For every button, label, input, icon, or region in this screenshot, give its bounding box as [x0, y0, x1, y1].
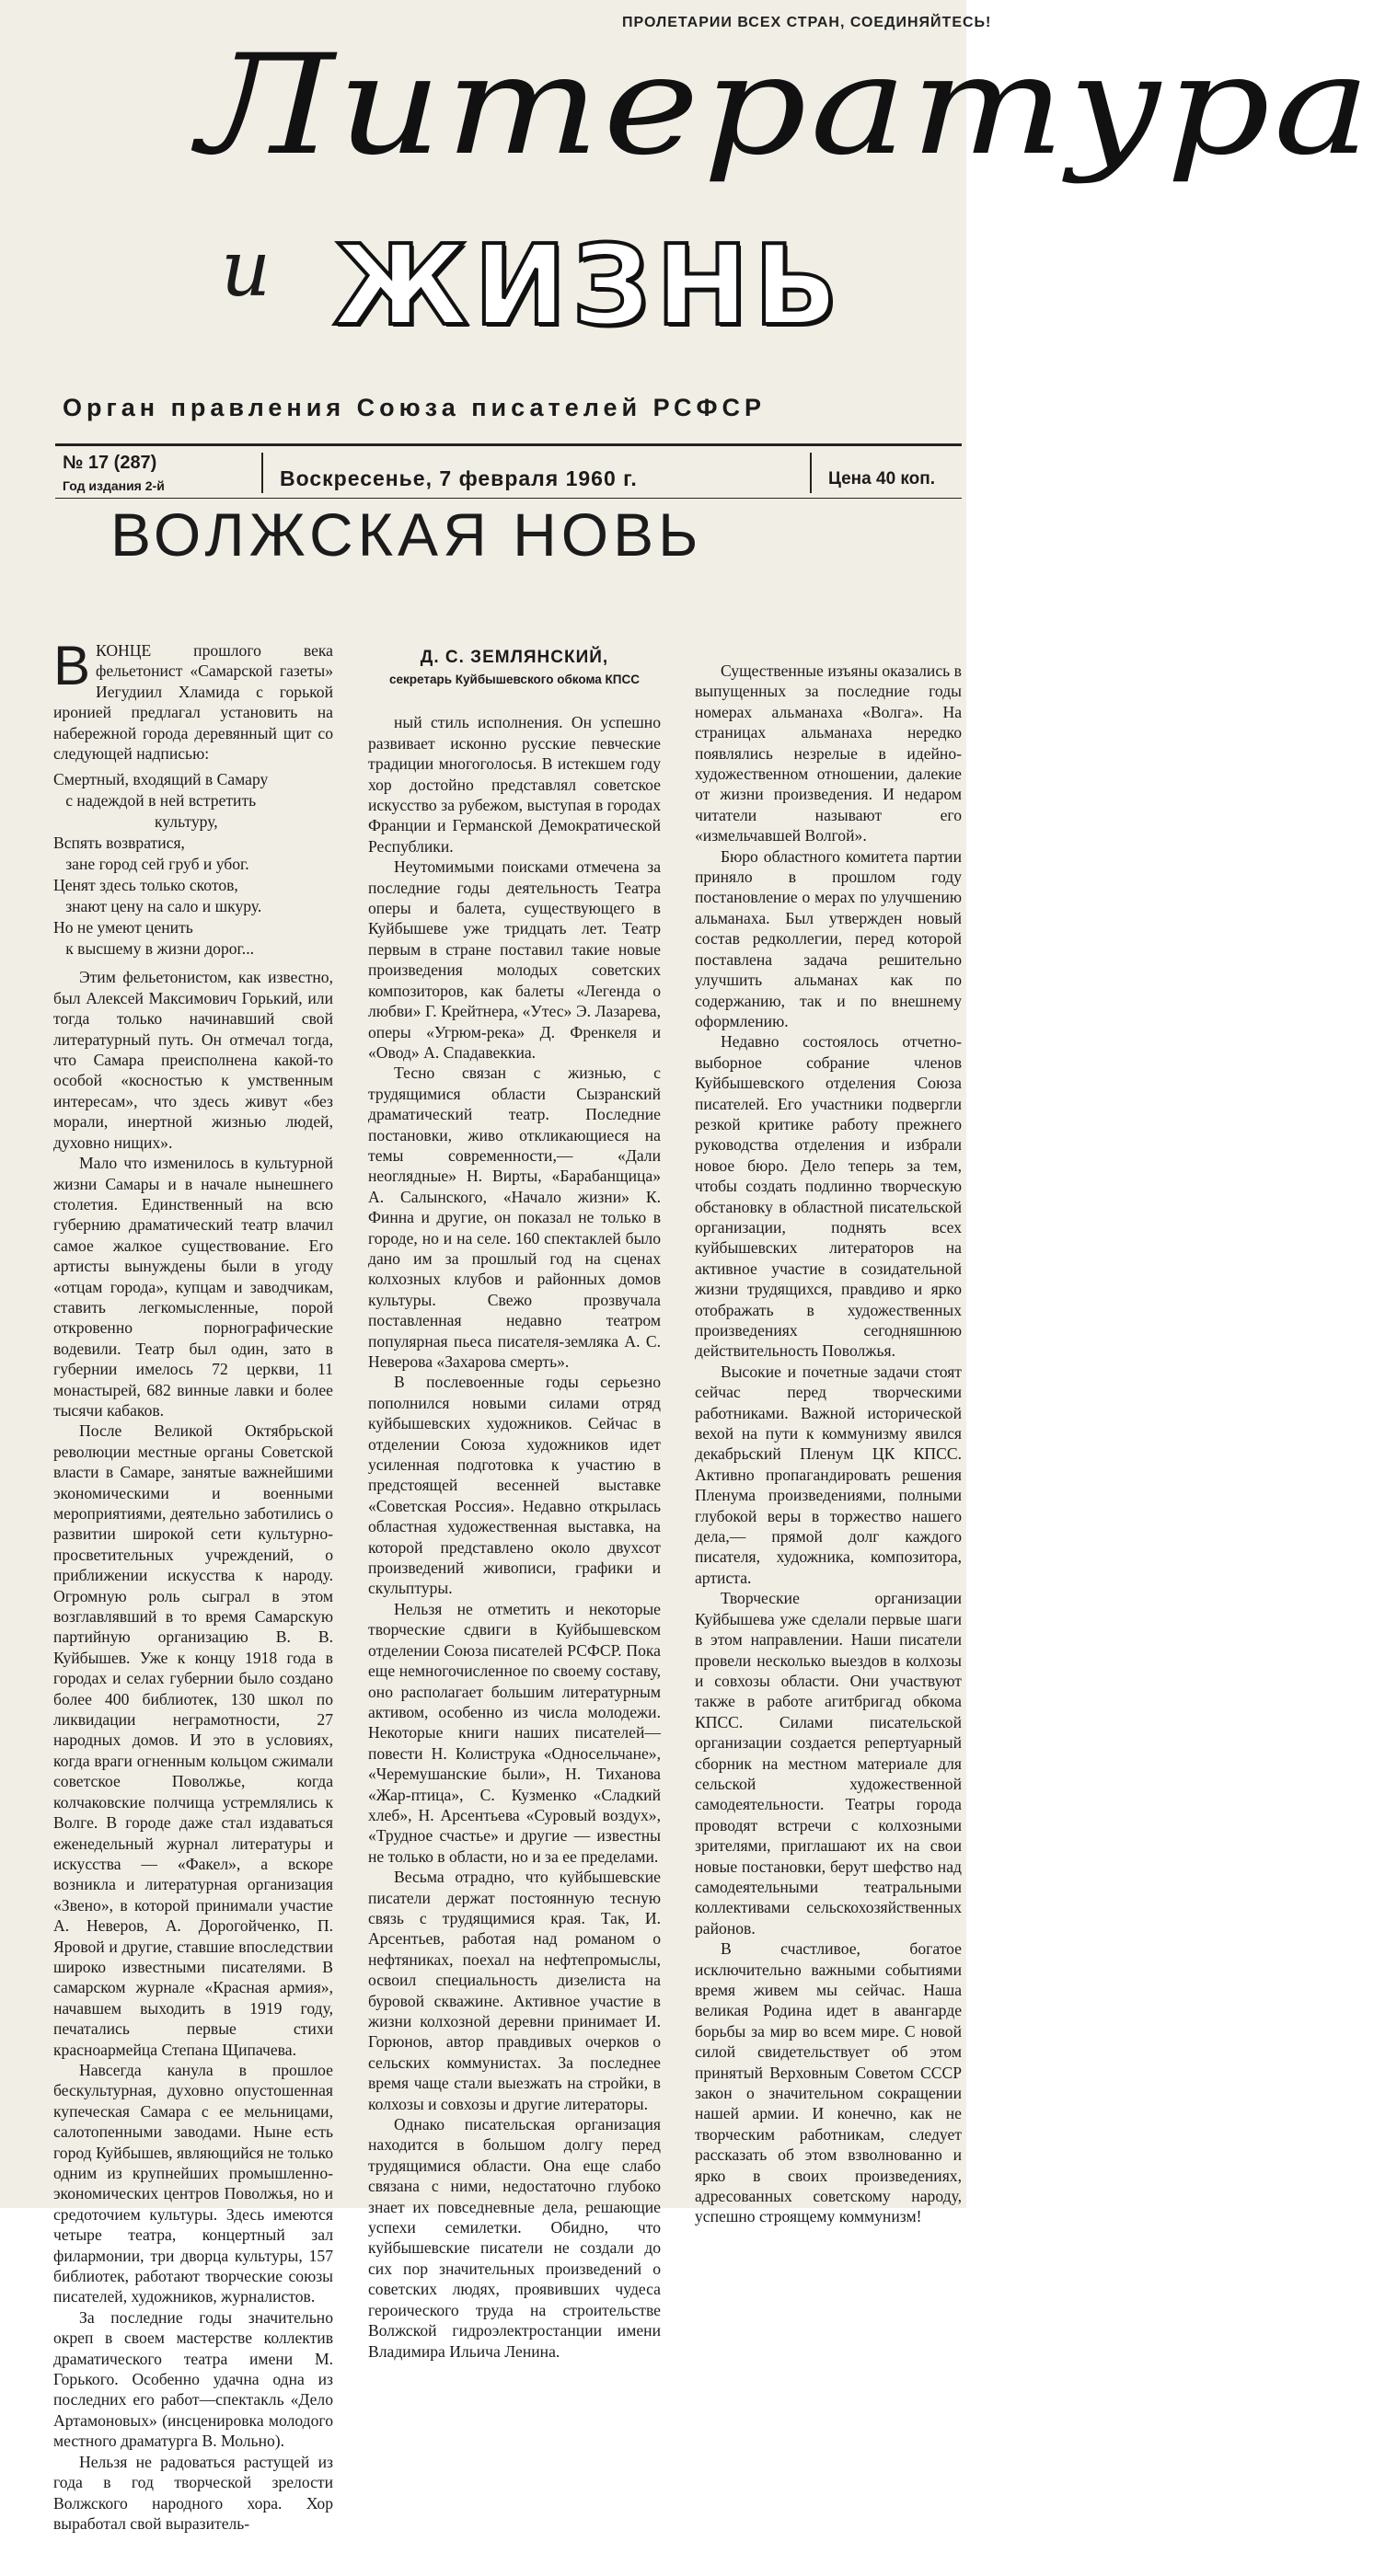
- poem-line: Вспять возвратися,: [53, 834, 185, 853]
- article-paragraph: Нельзя не радоваться растущей из года в год творческой зрелости Волжского народного хора. Хор выработал свой выразитель-: [53, 2452, 333, 2533]
- poem-line: с надеждой в ней встретить: [53, 791, 257, 811]
- poem-line: Но не умеют ценить: [53, 918, 193, 937]
- article-paragraph: За последние годы значительно окреп в своем мастерстве коллектив драматического театра имени М. Горького. Особенно удачна одна из последних его работ—спектакль «Дело Артамоновых» (инсценировка молодого местного драматурга В. Мольно).: [53, 2307, 333, 2451]
- scan-margin: [966, 0, 1050, 2576]
- article-paragraph: ный стиль исполнения. Он успешно развивает исконно русские певческие традиции многоголосья. В истекшем году хор достойно представлял советское искусство за рубежом, выступая в городах Франции и Германской Демократической Республики.: [368, 713, 661, 856]
- masthead-title-zhizn: ЖИЗНЬ: [333, 223, 844, 351]
- article-paragraph: Мало что изменилось в культурной жизни Самары и в начале нынешнего столетия. Единственный на всю губернию драматический театр влачил самое жалкое существование. Его артисты вынуждены были в угоду «отцам города», купцам и заводчикам, ставить легкомысленные, порой откровенно порнографические водевили. Театр был один, зато в губернии имелось 72 церкви, 11 монастырей, 682 винные лавки и более тысячи кабаков.: [53, 1154, 333, 1420]
- masthead-title-literatura: Литература: [198, 26, 1374, 186]
- masthead-rule-bottom: [55, 498, 962, 499]
- poem-line: Смертный, входящий в Самару: [53, 770, 269, 789]
- issue-number: № 17 (287): [63, 453, 157, 473]
- article-paragraph: Существенные изъяны оказались в выпущенных за последние годы номерах альманаха «Волга». На страницах альманаха нередко появлялись незрелые в идейно-художественном отношении, далекие от жизни произведения. И недаром читатели называют его «измельчавшей Волгой».: [695, 661, 962, 845]
- article-paragraph: Неутомимыми поисками отмечена за последние годы деятельность Театра оперы и балета, существующего в Куйбышеве уже тридцать лет. Театр первым в стране поставил такие новые произведения молодых советских композиторов, как балеты «Легенда о любви» Г. Крейтнера, «Утес» Э. Лазарева, оперы «Угрюм-река» Д. Френкеля и «Овод» А. Спадавеккиа.: [368, 857, 661, 1062]
- drop-cap: В: [53, 635, 91, 696]
- author-role: секретарь Куйбышевского обкома КПСС: [389, 673, 640, 687]
- masthead-rule-top: [55, 443, 962, 446]
- article-column-1: [53, 635, 333, 2534]
- article-headline: ВОЛЖСКАЯ НОВЬ: [110, 500, 703, 569]
- article-paragraph: Творческие организации Куйбышева уже сделали первые шаги в этом направлении. Наши писатели провели несколько выездов в колхозы и совхозы области. Они участвуют также в работе агитбригад обкома КПСС. Силами писательской организации создается репертуарный сборник на местном материале для сельской художественной самодеятельности. Театры города проводят встречи с колхозными зрителями, приглашают их на свои новые постановки, берут шефство над самодеятельными театральными коллективами сельскохозяйственных районов.: [695, 1589, 962, 1938]
- article-paragraph: Однако писательская организация находится в большом долгу перед трудящимися области. Она еще слабо связана с ними, недостаточно глубоко знает их повседневные дела, решающие успехи семилетки. Обидно, что куйбышевские писатели не создали до сих пор значительных произведений о советских людях, проявивших чудеса героического труда на строительстве Волжской гидроэлектростанции имени Владимира Ильича Ленина.: [368, 2115, 661, 2361]
- article-paragraph: Тесно связан с жизнью, с трудящимися области Сызранский драматический театр. Последние постановки, живо откликающиеся на темы современности,— «Дали неоглядные» Н. Вирты, «Барабанщица» А. Салынского, «Начало жизни» К. Финна и другие, он показал не только в городе, но и на селе. 160 спектаклей было дано им за прошлый год на сценах колхозных клубов и районных домов культуры. Свежо прозвучала поставленная недавно театром популярная пьеса писателя-земляка А. С. Неверова «Захарова смерть».: [368, 1064, 661, 1371]
- article-paragraph: Этим фельетонистом, как известно, был Алексей Максимович Горький, или тогда только начинавший свой литературный путь. Он отмечал тогда, что Самара преисполнена какой-то особой «косностью к умственным интересам», что здесь живут «без морали, инертной жизнью людей, духовно нищих».: [53, 968, 333, 1152]
- article-column-3: [695, 661, 962, 2227]
- article-paragraph: В послевоенные годы серьезно пополнился новыми силами отряд куйбышевских художников. Сейчас в отделении Союза художников идет усиленная подготовка к участию в предстоящей весенней выставке «Советская Россия». Недавно открылась областная художественная выставка, на которой представлено около двухсот произведений живописи, графики и скульптуры.: [368, 1373, 661, 1598]
- author-name: Д. С. ЗЕМЛЯНСКИЙ,: [420, 648, 609, 667]
- masthead-divider-left: [261, 453, 263, 493]
- article-paragraph: Весьма отрадно, что куйбышевские писатели держат постоянную тесную связь с трудящимися края. Так, И. Арсентьев, работая над романом о нефтяниках, поехал на нефтепромыслы, освоил специальность дизелиста на буровой скважине. Активное участие в жизни колхозной деревни принимает И. Горюнов, автор правдивых очерков о сельских коммунистах. За последнее время чаще стали выезжать на стройки, в колхозы и совхозы и другие литераторы.: [368, 1868, 661, 2113]
- article-intro: ВКОНЦЕ прошлого века фельетонист «Самарской газеты» Иегудиил Хламида с горькой иронией предлагал установить на набережной города деревянный щит со следующей надписью:: [53, 635, 333, 764]
- article-paragraph: Высокие и почетные задачи стоят сейчас перед творческими работниками. Важной исторической вехой на пути к коммунизму явился декабрьский Пленум ЦК КПСС. Активно пропагандировать решения Пленума произведениями, полными глубокой веры в торжество нашего дела,— прямой долг каждого писателя, художника, композитора, артиста.: [695, 1362, 962, 1587]
- poem-line: зане город сей груб и убог.: [53, 855, 249, 874]
- masthead-title-i: и: [221, 224, 271, 314]
- article-paragraph: В счастливое, богатое исключительно важными событиями время живем мы сейчас. Наша великая Родина идет в авангарде борьбы за мир во всем мире. С новой силой свидетельствует об этом принятый Верховным Советом СССР закон о значительном сокращении нашей армии. И конечно, как не творческим работникам, следует рассказать об этом взволнованно и ярко в своих произведениях, адресованных советскому народу, успешно строящему коммунизм!: [695, 1939, 962, 2226]
- issue-date: Воскресенье, 7 февраля 1960 г.: [280, 466, 638, 490]
- article-paragraph: Нельзя не отметить и некоторые творческие сдвиги в Куйбышевском отделении Союза писателей РСФСР. Пока еще немногочисленное по своему составу, оно располагает большим литературным активом, особенно из числа молодежи. Некоторые книги наших писателей—повести Н. Колиструка «Односельчане», «Черемушанские были», Н. Тиханова «Жар-птица», С. Кузменко «Сладкий хлеб», Н. Арсентьева «Суровый воздух», «Трудное счастье» и другие — известны не только в области, но и за ее пределами.: [368, 1599, 661, 1866]
- poem-line: к высшему в жизни дорог...: [53, 939, 254, 959]
- article-paragraph: Бюро областного комитета партии приняло в прошлом году постановление о мерах по улучшению альманаха. Был утвержден новый состав редколлегии, перед которой поставлена задача решительно улучшить альманах как по содержанию, так и по внешнему оформлению.: [695, 846, 962, 1030]
- poem: [53, 769, 333, 960]
- poem-line: Ценят здесь только скотов,: [53, 876, 238, 895]
- poem-line: культуру,: [53, 812, 218, 832]
- article-paragraph: После Великой Октябрьской революции местные органы Советской власти в Самаре, занятые важнейшими экономическими и военными мероприятиями, деятельно заботились о развитии широкой сети культурно-просветительных учреждений, о приближении искусства к народу. Огромную роль сыграл в этом возглавлявший в то время Самарскую партийную организацию В. В. Куйбышев. Уже к концу 1918 года в городах и селах губернии было создано более 400 библиотек, 130 школ по ликвидации неграмотности, 27 народных домов. И это в условиях, когда враги огненным кольцом сжимали советское Поволжье, когда колчаковские полчища устремлялись к Волге. В городе даже стал издаваться еженедельный журнал литературы и искусства — «Факел», а вскоре возникла и литературная организация «Звено», в которой принимали участие А. Неверов, А. Дорогойченко, П. Яровой и другие, ставшие впоследствии широко известными писателями. В самарском журнале «Красная армия», начавшем выходить в 1919 году, печатались первые стихи красноармейца Степана Щипачева.: [53, 1421, 333, 2059]
- article-paragraph: Недавно состоялось отчетно-выборное собрание членов Куйбышевского отделения Союза писателей. Его участники подвергли резкой критике работу прежнего руководства отделения и избрали новое бюро. Дело теперь за тем, чтобы создать подлинно творческую обстановку в областной писательской организации, поднять всех куйбышевских литераторов на активное участие в созидательной жизни трудящихся, правдиво и ярко отображать в художественных произведениях сегодняшнюю действительность Поволжья.: [695, 1032, 962, 1361]
- poem-line: знают цену на сало и шкуру.: [53, 897, 262, 916]
- masthead-slogan: ПРОЛЕТАРИИ ВСЕХ СТРАН, СОЕДИНЯЙТЕСЬ!: [622, 15, 992, 30]
- masthead-divider-right: [810, 453, 812, 493]
- issue-year: Год издания 2-й: [63, 478, 165, 493]
- masthead-organ: Орган правления Союза писателей РСФСР: [63, 394, 767, 421]
- article-column-2: [368, 640, 661, 2362]
- issue-price: Цена 40 коп.: [828, 469, 936, 489]
- article-paragraph: Навсегда канула в прошлое бескультурная, духовно опустошенная купеческая Самара с ее мельницами, салотопенными заводами. Ныне есть город Куйбышев, являющийся не только одним из крупнейших промышленно-экономических центров Поволжья, но и средоточием культуры. Здесь имеются четыре театра, концертный зал филармонии, три дворца культуры, 157 библиотек, работают творческие союзы писателей, художников, журналистов.: [53, 2060, 333, 2306]
